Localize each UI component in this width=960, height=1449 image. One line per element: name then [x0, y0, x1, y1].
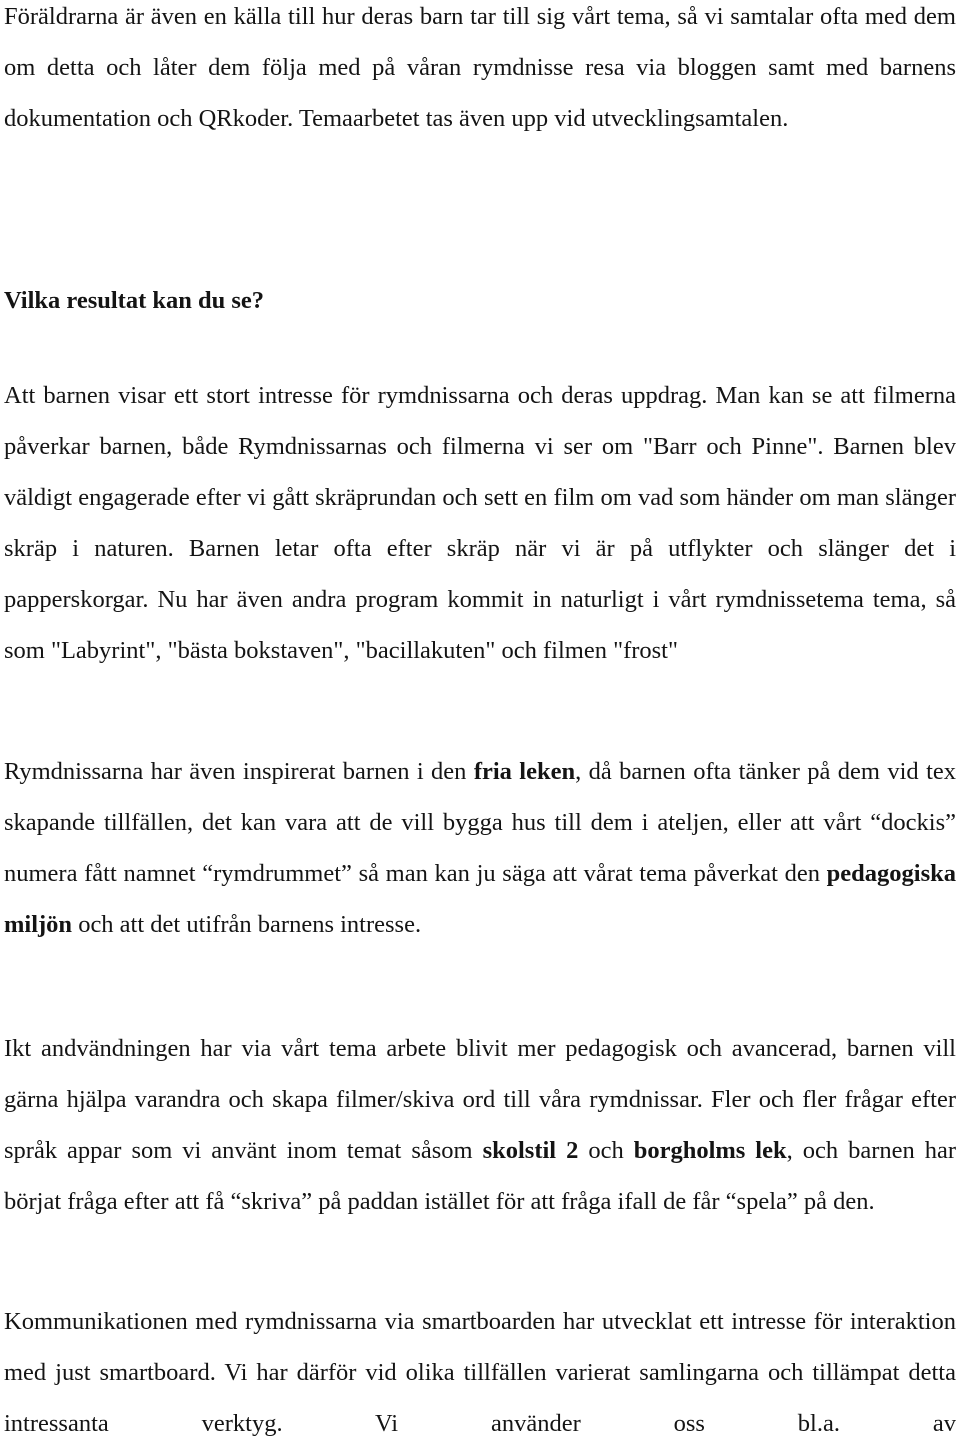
paragraph-interest: Att barnen visar ett stort intresse för rymdnissarna och deras uppdrag. Man kan se att filmerna påverkar barnen, både Rymdnissarnas och filmerna vi ser om "Barr och Pinne". Barnen blev väldigt engagerade efter vi gått skräprundan och sett en film om vad som händer om man slänger skräp i naturen. Barnen letar ofta efter skräp när vi är på utflykter och slänger det i papperskorgar. Nu har även andra program kommit in naturligt i vårt rymdnissetema tema, så som "Labyrint", "bästa bokstaven", "bacillakuten" och filmen "frost": [4, 382, 956, 664]
paragraph-smartboard: Kommunikationen med rymdnissarna via smartboarden har utvecklat ett intresse för interaktion med just smartboard. Vi har därför vid olika tillfällen varierat samlingarna och tillämpat detta intressanta verktyg. Vi använder oss bl.a. av: [4, 1308, 956, 1437]
paragraph-parents: Föräldrarna är även en källa till hur deras barn tar till sig vårt tema, så vi samtalar ofta med dem om detta och låter dem följa med på våran rymdnisse resa via bloggen samt med barnens dokumentation och QRkoder. Temaarbetet tas även upp vid utvecklingsamtalen.: [4, 3, 956, 132]
paragraph-ikt: [4, 1023, 956, 1227]
free-play-text-1: Rymdnissarna har även inspirerat barnen i den: [4, 758, 474, 785]
ikt-bold-1: skolstil 2: [482, 1137, 579, 1164]
ikt-text-3: , och barnen har börjat fråga efter att få “skriva” på paddan istället för att fråga ifall de får “spela” på den.: [4, 1137, 956, 1215]
paragraph-free-play: [4, 746, 956, 950]
free-play-text-2: , då barnen ofta tänker på dem vid tex skapande tillfällen, det kan vara att de vill bygga hus till dem i ateljen, eller att vårt “dockis” numera fått namnet “rymdrummet” så man kan ju säga att vårat tema påverkat den: [4, 758, 956, 887]
heading-results: Vilka resultat kan du se?: [4, 287, 265, 314]
free-play-text-3: och att det utifrån barnens intresse.: [72, 911, 422, 938]
ikt-bold-2: borgholms lek: [633, 1137, 787, 1164]
free-play-bold-1: fria leken: [473, 758, 576, 785]
ikt-text-2: och: [578, 1137, 634, 1164]
ikt-text-1: Ikt andvändningen har via vårt tema arbete blivit mer pedagogisk och avancerad, barnen vill gärna hjälpa varandra och skapa filmer/skiva ord till våra rymdnissar. Fler och fler frågar efter språk appar som vi använt inom temat såsom: [4, 1035, 956, 1164]
free-play-bold-2: pedagogiska miljön: [4, 860, 956, 938]
